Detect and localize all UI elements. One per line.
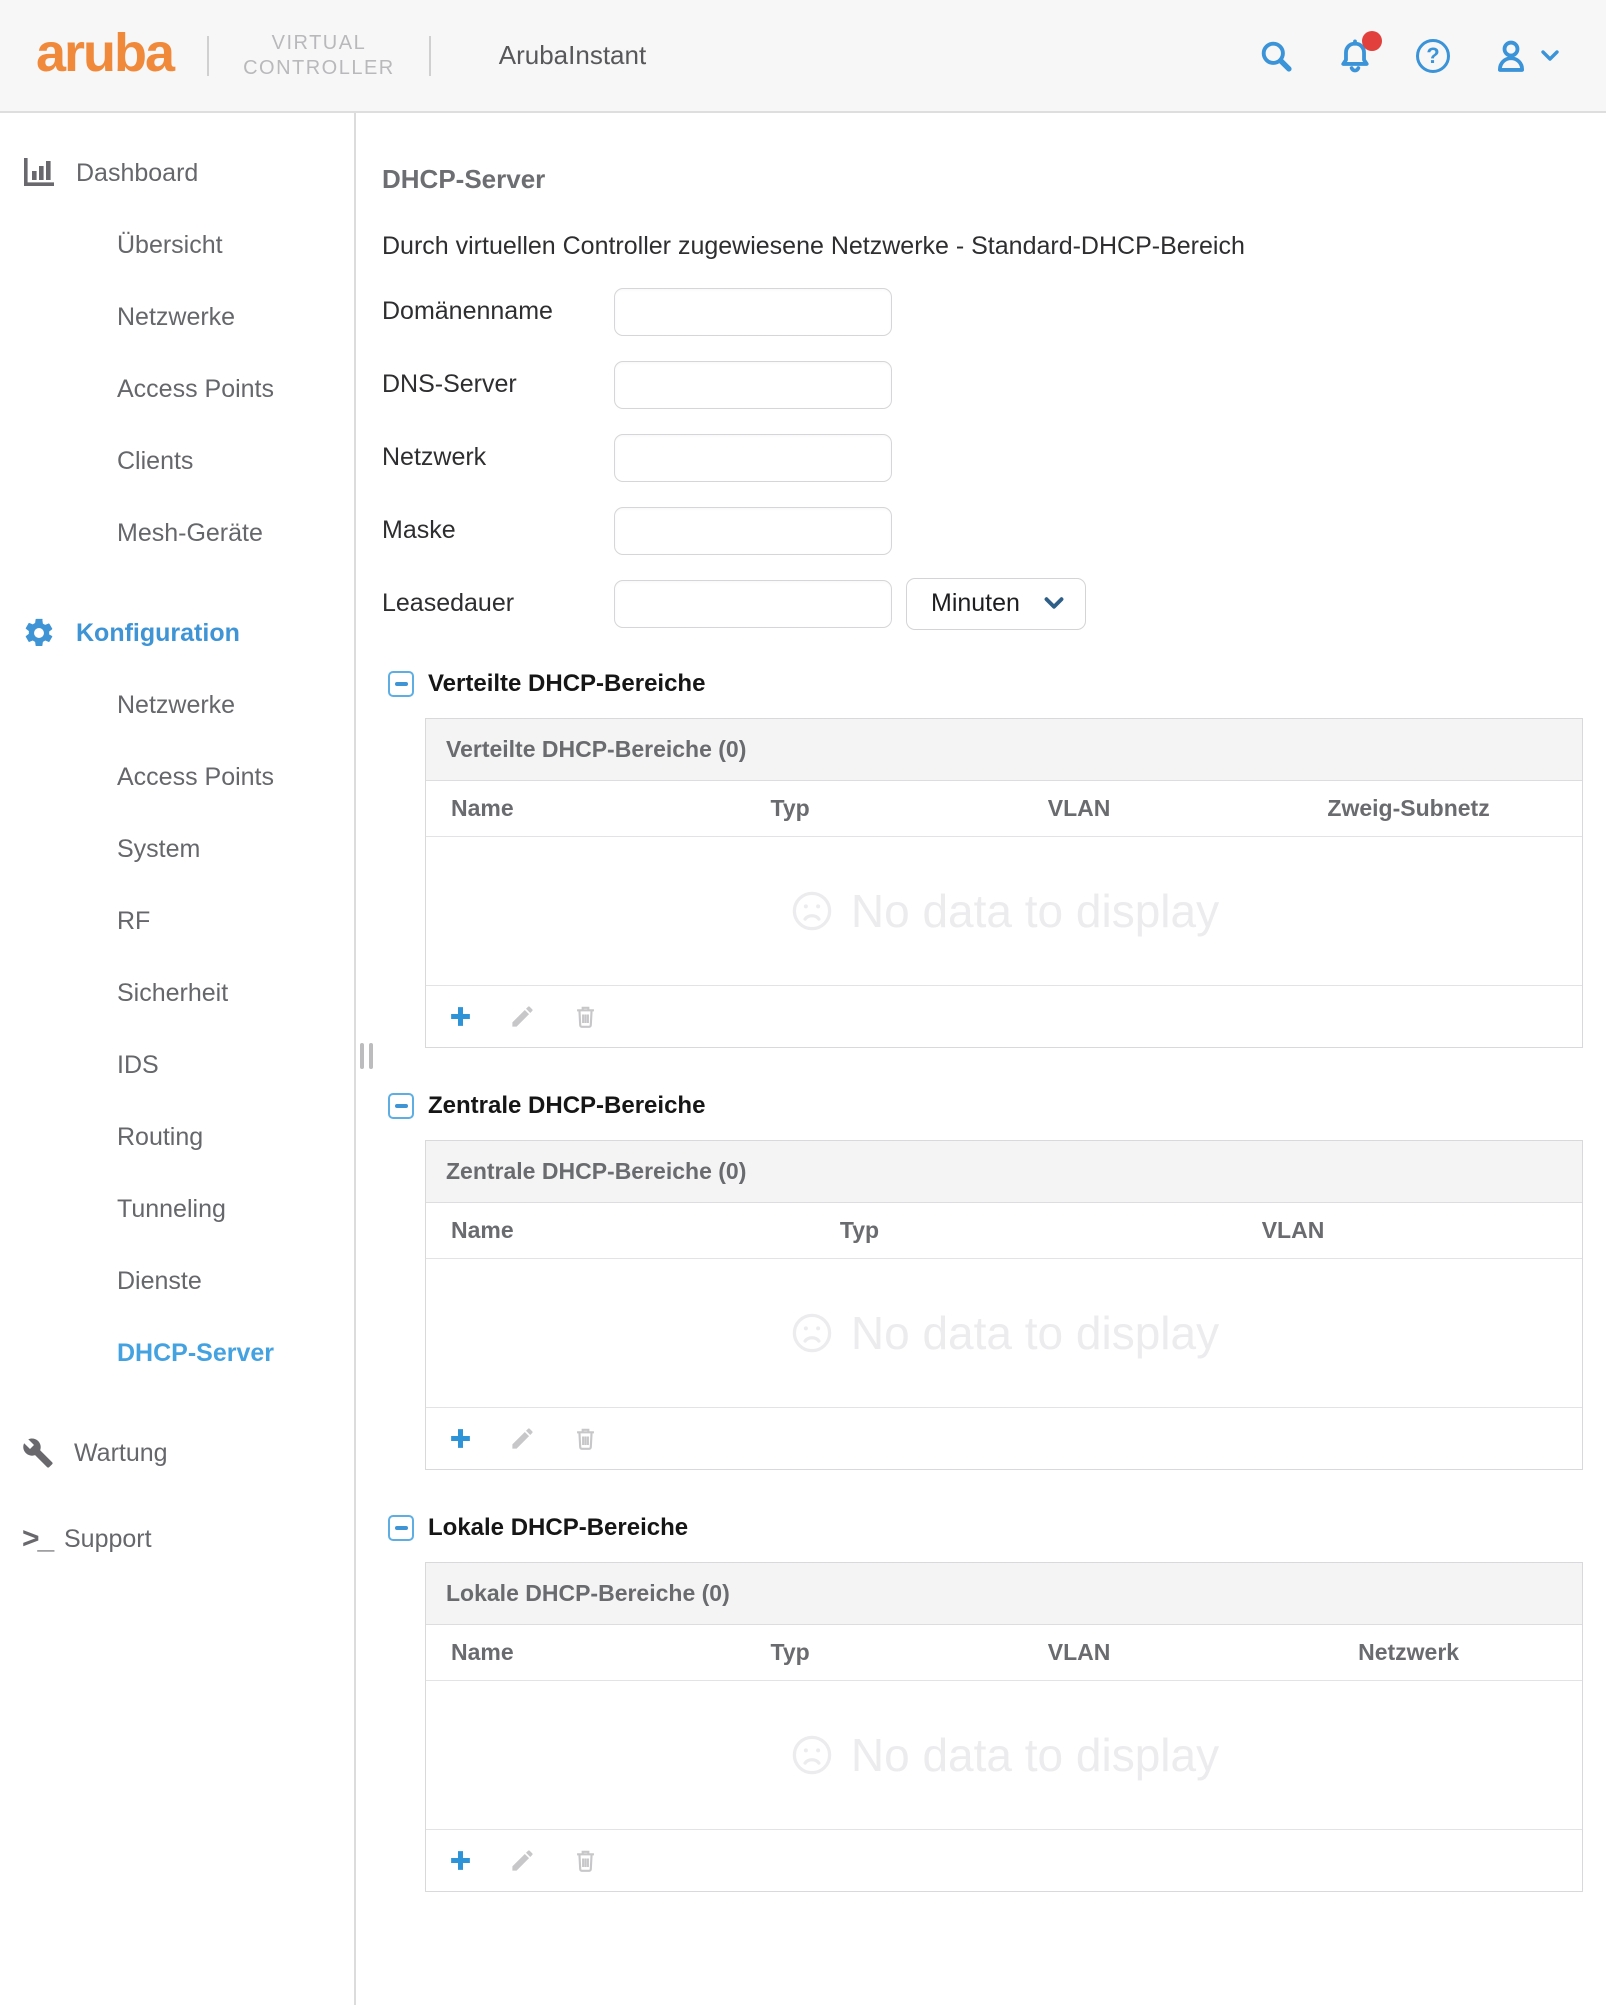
notifications-bell-icon[interactable] xyxy=(1336,37,1374,75)
pane-splitter-handle[interactable] xyxy=(360,1043,373,1069)
sidebar-item-mesh-geraete[interactable]: Mesh-Geräte xyxy=(117,518,263,547)
header-divider xyxy=(207,36,209,76)
column-header-netzwerk: Netzwerk xyxy=(1358,1639,1460,1665)
sidebar-item-netzwerke-dashboard[interactable]: Netzwerke xyxy=(117,302,236,331)
bar-chart-icon xyxy=(22,158,56,188)
aruba-logo: aruba xyxy=(36,22,174,83)
empty-state-text: No data to display xyxy=(850,1307,1220,1359)
help-icon[interactable]: ? xyxy=(1416,39,1450,73)
user-menu[interactable] xyxy=(1492,37,1560,75)
notification-badge xyxy=(1362,31,1382,51)
collapse-toggle-icon[interactable] xyxy=(388,1515,414,1541)
lokale-dhcp-table xyxy=(425,1562,1583,1892)
network-input[interactable] xyxy=(614,434,892,482)
sidebar-item-label: Konfiguration xyxy=(76,618,240,647)
empty-state-text: No data to display xyxy=(850,1729,1220,1781)
column-header-vlan: VLAN xyxy=(1047,1639,1111,1665)
sad-face-icon xyxy=(789,888,835,934)
verteilte-dhcp-table xyxy=(425,718,1583,1048)
sidebar-item-dhcp-server[interactable]: DHCP-Server xyxy=(117,1338,275,1367)
add-button[interactable] xyxy=(448,1848,473,1873)
main-content xyxy=(356,113,1606,2005)
lease-unit-select[interactable] xyxy=(906,578,1086,630)
page-subtitle: Durch virtuellen Controller zugewiesene Netzwerke - Standard-DHCP-Bereich xyxy=(382,232,1245,260)
dhcp-default-scope-form xyxy=(382,275,1586,640)
edit-button[interactable] xyxy=(509,1425,536,1452)
section-lokale-dhcp xyxy=(382,1514,1586,1892)
wrench-icon xyxy=(22,1437,54,1469)
header-actions xyxy=(1258,37,1560,75)
sidebar-item-dashboard[interactable] xyxy=(0,137,354,209)
dns-server-input[interactable] xyxy=(614,361,892,409)
collapse-toggle-icon[interactable] xyxy=(388,671,414,697)
section-verteilte-dhcp xyxy=(382,670,1586,1048)
sad-face-icon xyxy=(789,1310,835,1356)
sidebar-item-ids[interactable]: IDS xyxy=(117,1050,159,1079)
header-divider xyxy=(429,36,431,76)
sidebar-item-uebersicht[interactable]: Übersicht xyxy=(117,230,223,259)
sidebar-item-routing[interactable]: Routing xyxy=(117,1122,204,1151)
sidebar-item-system[interactable]: System xyxy=(117,834,201,863)
sidebar-item-dienste[interactable]: Dienste xyxy=(117,1266,202,1295)
section-title: Zentrale DHCP-Bereiche xyxy=(428,1092,706,1119)
sidebar-item-support[interactable] xyxy=(0,1503,354,1575)
search-icon[interactable] xyxy=(1258,38,1294,74)
empty-state xyxy=(426,1681,1582,1829)
page-title: DHCP-Server xyxy=(382,164,546,194)
chevron-down-icon xyxy=(1540,49,1560,63)
sidebar-item-konfiguration[interactable] xyxy=(0,597,354,669)
sidebar-item-tunneling[interactable]: Tunneling xyxy=(117,1194,226,1223)
field-label: Leasedauer xyxy=(382,589,515,617)
delete-button[interactable] xyxy=(572,1003,599,1030)
section-zentrale-dhcp xyxy=(382,1092,1586,1470)
column-header-name: Name xyxy=(451,1217,514,1243)
field-label: Maske xyxy=(382,516,456,544)
user-avatar-icon xyxy=(1492,37,1530,75)
column-header-vlan: VLAN xyxy=(1047,795,1111,821)
empty-state xyxy=(426,1259,1582,1407)
column-header-typ: Typ xyxy=(770,795,810,821)
top-bar xyxy=(0,0,1606,113)
column-header-name: Name xyxy=(451,795,514,821)
sad-face-icon xyxy=(789,1732,835,1778)
sidebar-item-netzwerke-konfig[interactable]: Netzwerke xyxy=(117,690,236,719)
field-label: Netzwerk xyxy=(382,443,487,471)
column-header-name: Name xyxy=(451,1639,514,1665)
sidebar xyxy=(0,113,356,2005)
mask-input[interactable] xyxy=(614,507,892,555)
sidebar-item-clients[interactable]: Clients xyxy=(117,446,194,475)
empty-state xyxy=(426,837,1582,985)
edit-button[interactable] xyxy=(509,1847,536,1874)
delete-button[interactable] xyxy=(572,1847,599,1874)
sidebar-item-sicherheit[interactable]: Sicherheit xyxy=(117,978,229,1007)
column-header-zweig-subnetz: Zweig-Subnetz xyxy=(1327,795,1490,821)
table-title: Lokale DHCP-Bereiche (0) xyxy=(426,1563,1582,1625)
table-title: Verteilte DHCP-Bereiche (0) xyxy=(426,719,1582,781)
sidebar-item-access-points-konfig[interactable]: Access Points xyxy=(117,762,275,791)
column-header-typ: Typ xyxy=(839,1217,880,1243)
column-header-typ: Typ xyxy=(770,1639,810,1665)
product-line2: CONTROLLER xyxy=(243,56,395,79)
add-button[interactable] xyxy=(448,1426,473,1451)
app-name: ArubaInstant xyxy=(498,40,647,70)
product-name xyxy=(243,31,395,81)
product-line1: VIRTUAL xyxy=(271,31,367,54)
chevron-down-icon xyxy=(1043,596,1065,611)
sidebar-item-label: Dashboard xyxy=(76,158,199,187)
edit-button[interactable] xyxy=(509,1003,536,1030)
field-label: Domänenname xyxy=(382,297,553,325)
terminal-icon: >_ xyxy=(22,1522,53,1555)
collapse-toggle-icon[interactable] xyxy=(388,1093,414,1119)
sidebar-item-wartung[interactable] xyxy=(0,1417,354,1489)
zentrale-dhcp-table xyxy=(425,1140,1583,1470)
lease-unit-value: Minuten xyxy=(931,589,1020,617)
field-label: DNS-Server xyxy=(382,370,517,398)
sidebar-item-label: Wartung xyxy=(74,1438,168,1467)
domain-name-input[interactable] xyxy=(614,288,892,336)
delete-button[interactable] xyxy=(572,1425,599,1452)
column-header-vlan: VLAN xyxy=(1261,1217,1325,1243)
sidebar-item-label: Support xyxy=(64,1524,152,1553)
empty-state-text: No data to display xyxy=(850,885,1220,937)
add-button[interactable] xyxy=(448,1004,473,1029)
sidebar-item-rf[interactable]: RF xyxy=(117,906,151,935)
sidebar-item-access-points-dashboard[interactable]: Access Points xyxy=(117,374,275,403)
lease-duration-input[interactable] xyxy=(614,580,892,628)
section-title: Verteilte DHCP-Bereiche xyxy=(428,670,706,697)
gear-icon xyxy=(22,616,56,650)
table-title: Zentrale DHCP-Bereiche (0) xyxy=(426,1141,1582,1203)
section-title: Lokale DHCP-Bereiche xyxy=(428,1514,689,1541)
